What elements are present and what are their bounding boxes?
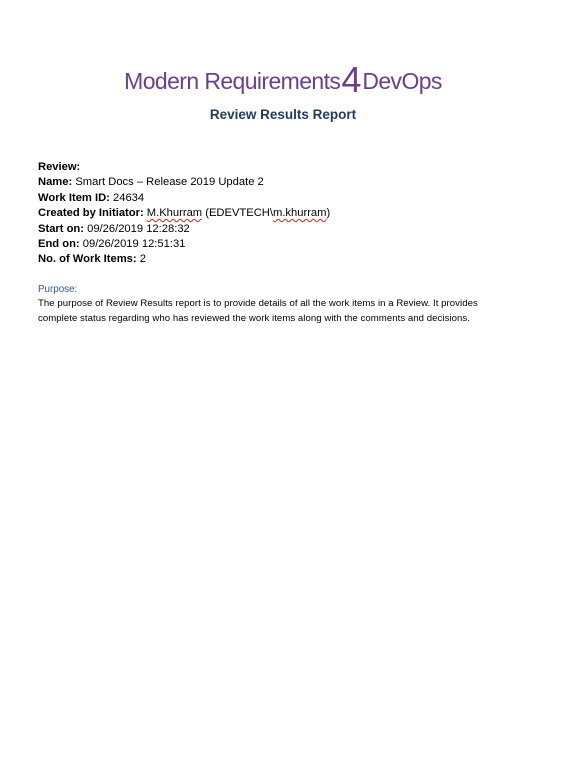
review-name-row bbox=[38, 175, 538, 190]
brand-logo bbox=[0, 59, 566, 100]
work-item-count-row bbox=[38, 252, 538, 267]
purpose-heading: Purpose: bbox=[38, 284, 78, 295]
logo-text-modern-requirements: Modern Requirements bbox=[124, 68, 341, 94]
review-header: Review: bbox=[38, 161, 81, 173]
start-on-label: Start on: bbox=[38, 222, 84, 235]
created-by-account-suffix: ) bbox=[326, 207, 331, 220]
created-by-account-prefix: (EDEVTECH\ bbox=[202, 207, 273, 220]
purpose-line-2: complete status regarding who has reviewed the work items along with the comments and decisions. bbox=[38, 312, 470, 324]
work-item-id-value: 24634 bbox=[113, 191, 145, 204]
created-by-row bbox=[38, 206, 538, 221]
work-item-id-label: Work Item ID: bbox=[38, 191, 110, 204]
created-by-account-user: m.khurram bbox=[273, 207, 327, 220]
work-item-id-row bbox=[38, 191, 538, 206]
created-by-name: M.Khurram bbox=[146, 207, 203, 220]
logo-numeral: 4 bbox=[341, 59, 362, 100]
end-on-row bbox=[38, 237, 538, 252]
end-on-value: 09/26/2019 12:51:31 bbox=[82, 238, 186, 251]
review-details bbox=[38, 160, 538, 268]
review-name-label: Name: bbox=[38, 176, 73, 189]
start-on-row bbox=[38, 222, 538, 237]
work-item-count-label: No. of Work Items: bbox=[38, 253, 137, 266]
logo-text-devops: DevOps bbox=[362, 68, 442, 94]
review-name-value: Smart Docs – Release 2019 Update 2 bbox=[75, 176, 264, 189]
created-by-label: Created by Initiator: bbox=[38, 207, 144, 220]
purpose-text bbox=[38, 297, 528, 326]
review-header-row bbox=[38, 160, 538, 175]
purpose-line-1: The purpose of Review Results report is to provide details of all the work items in a Review. It provides bbox=[38, 298, 478, 309]
report-title: Review Results Report bbox=[209, 107, 357, 122]
start-on-value: 09/26/2019 12:28:32 bbox=[87, 222, 190, 235]
work-item-count-value: 2 bbox=[139, 253, 146, 266]
end-on-label: End on: bbox=[38, 238, 80, 251]
